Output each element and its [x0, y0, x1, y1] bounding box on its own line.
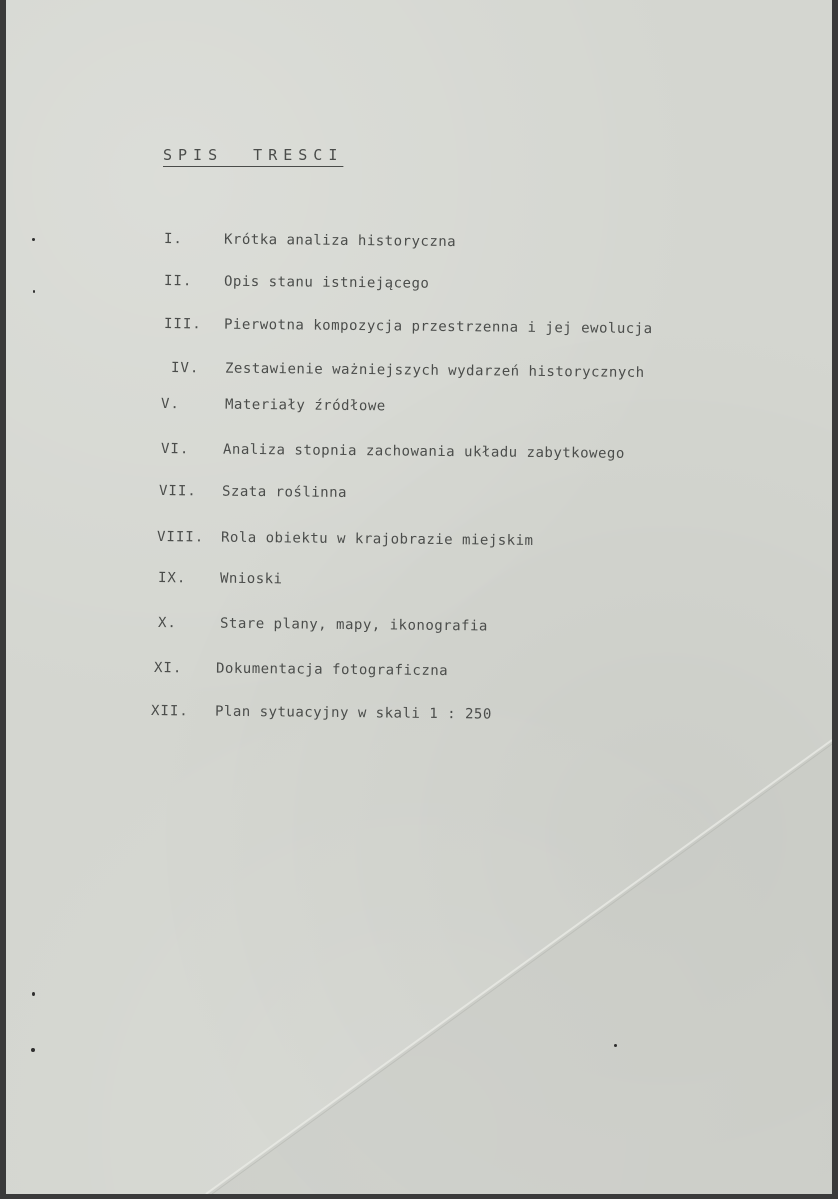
- ink-speck: [33, 290, 35, 293]
- ink-speck: [32, 238, 35, 241]
- toc-item-number: XII.: [150, 703, 189, 720]
- toc-item-number: I.: [163, 231, 183, 248]
- toc-item-number: VII.: [158, 483, 197, 500]
- toc-item-text: Plan sytuacyjny w skali 1 : 250: [214, 703, 492, 723]
- ink-speck: [31, 1048, 35, 1052]
- toc-item-number: IV.: [170, 360, 200, 377]
- toc-item-text: Zestawienie ważniejszych wydarzeń historycznych: [224, 360, 645, 381]
- toc-item-text: Dokumentacja fotograficzna: [215, 660, 449, 680]
- toc-item-text: Materiały źródłowe: [224, 396, 386, 415]
- toc-item-number: IX.: [157, 570, 187, 587]
- ink-speck: [614, 1044, 617, 1047]
- toc-item-number: III.: [163, 316, 202, 333]
- toc-item-text: Analiza stopnia zachowania układu zabytkowego: [222, 441, 625, 462]
- toc-item-text: Opis stanu istniejącego: [223, 273, 430, 292]
- toc-item-text: Szata roślinna: [221, 483, 348, 501]
- toc-item-text: Stare plany, mapy, ikonografia: [219, 615, 488, 635]
- paper-fold-crease: [6, 0, 832, 1194]
- toc-item-number: X.: [157, 615, 177, 632]
- toc-item-number: VI.: [160, 441, 190, 458]
- toc-item-text: Wnioski: [219, 570, 283, 588]
- document-title: SPIS TRESCI: [163, 146, 344, 164]
- document-page: [6, 0, 832, 1194]
- toc-item-number: XI.: [153, 660, 183, 677]
- ink-speck: [32, 992, 35, 996]
- toc-item-text: Pierwotna kompozycja przestrzenna i jej ewolucja: [223, 316, 653, 338]
- toc-item-number: II.: [163, 273, 193, 290]
- toc-item-text: Rola obiektu w krajobrazie miejskim: [220, 529, 534, 549]
- toc-item-text: Krótka analiza historyczna: [223, 231, 457, 251]
- toc-item-number: V.: [160, 396, 180, 413]
- toc-item-number: VIII.: [156, 529, 205, 546]
